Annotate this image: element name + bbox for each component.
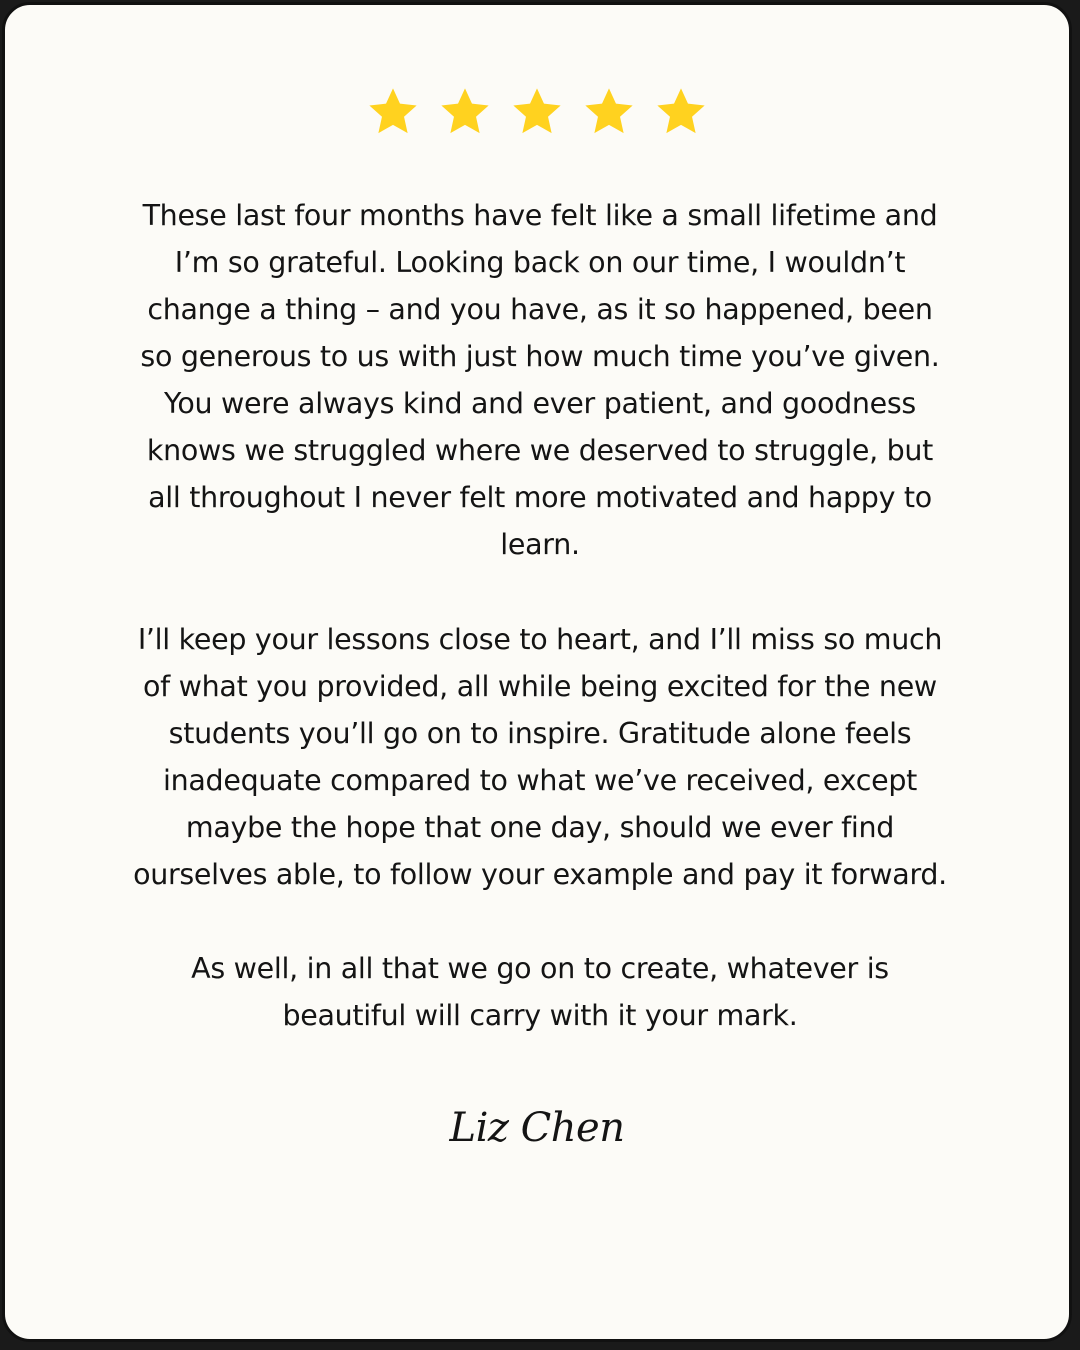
- star-icon: [437, 85, 493, 139]
- text-line: As well, in all that we go on to create, whatever is: [191, 952, 889, 985]
- text-line: learn.: [500, 528, 580, 561]
- text-line: of what you provided, all while being excited for the new: [143, 670, 937, 703]
- text-line: ourselves able, to follow your example and pay it forward.: [133, 858, 947, 891]
- text-line: students you’ll go on to inspire. Gratitude alone feels: [168, 717, 912, 750]
- star-icon: [653, 85, 709, 139]
- text-line: so generous to us with just how much time you’ve given.: [140, 340, 940, 373]
- testimonial-paragraph-3: [75, 945, 1005, 1039]
- text-line: maybe the hope that one day, should we ever find: [185, 811, 895, 844]
- star-icon: [365, 85, 421, 139]
- text-line: knows we struggled where we deserved to struggle, but: [146, 434, 934, 467]
- text-line: inadequate compared to what we’ve received, except: [163, 764, 917, 797]
- text-line: beautiful will carry with it your mark.: [282, 999, 798, 1032]
- testimonial-card: [2, 2, 1072, 1342]
- text-line: change a thing – and you have, as it so happened, been: [147, 293, 933, 326]
- text-line: I’m so grateful. Looking back on our time, I wouldn’t: [174, 246, 906, 279]
- star-rating: [5, 85, 1069, 141]
- author-signature: Liz Chen: [449, 1105, 625, 1151]
- text-line: all throughout I never felt more motivated and happy to: [148, 481, 932, 514]
- star-icon: [509, 85, 565, 139]
- text-line: These last four months have felt like a small lifetime and: [142, 199, 938, 232]
- text-line: You were always kind and ever patient, and goodness: [164, 387, 916, 420]
- star-icon: [581, 85, 637, 139]
- testimonial-paragraph-1: [75, 192, 1005, 568]
- text-line: I’ll keep your lessons close to heart, and I’ll miss so much: [137, 623, 943, 656]
- testimonial-paragraph-2: [75, 616, 1005, 898]
